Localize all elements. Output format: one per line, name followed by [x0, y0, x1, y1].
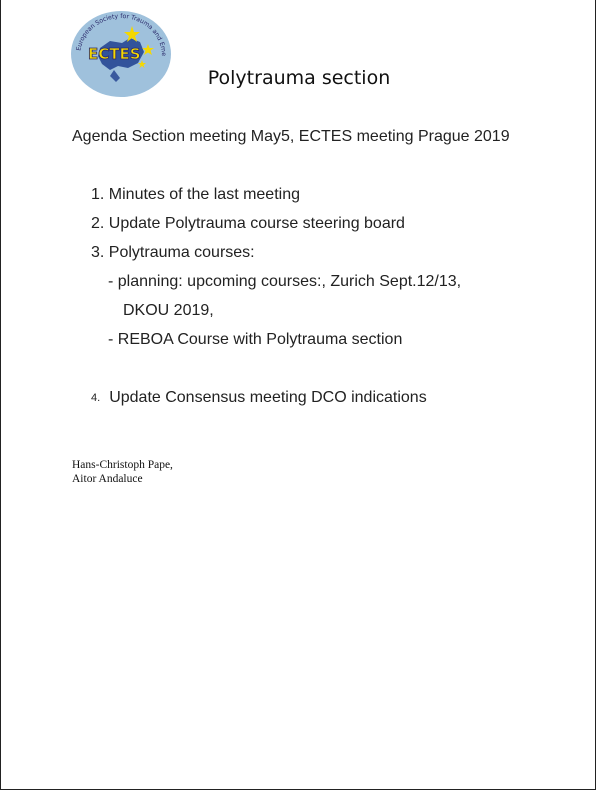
agenda-item-4 — [91, 389, 427, 407]
agenda-item-4-text: Update Consensus meeting DCO indications — [109, 389, 427, 406]
logo-text: ECTES — [88, 45, 141, 63]
agenda-item-2: 2. Update Polytrauma course steering board — [91, 215, 405, 232]
agenda-item-3: 3. Polytrauma courses: — [91, 244, 255, 261]
agenda-item-4-number: 4. — [91, 392, 101, 404]
subitem-planning-continued: DKOU 2019, — [123, 302, 214, 319]
page-title: Polytrauma section — [207, 67, 391, 89]
agenda-line: Agenda Section meeting May5, ECTES meeting Prague 2019 — [72, 128, 510, 145]
signature-block — [72, 458, 173, 486]
agenda-item-1: 1. Minutes of the last meeting — [91, 186, 300, 203]
signature-line-2: Aitor Andaluce — [72, 473, 143, 485]
subitem-planning: - planning: upcoming courses:, Zurich Sept.12/13, — [108, 273, 462, 290]
logo-ring-text: European Society for Trauma and Eme — [75, 12, 168, 57]
subitem-reboa: - REBOA Course with Polytrauma section — [108, 331, 403, 348]
signature-line-1: Hans-Christoph Pape, — [72, 459, 173, 471]
